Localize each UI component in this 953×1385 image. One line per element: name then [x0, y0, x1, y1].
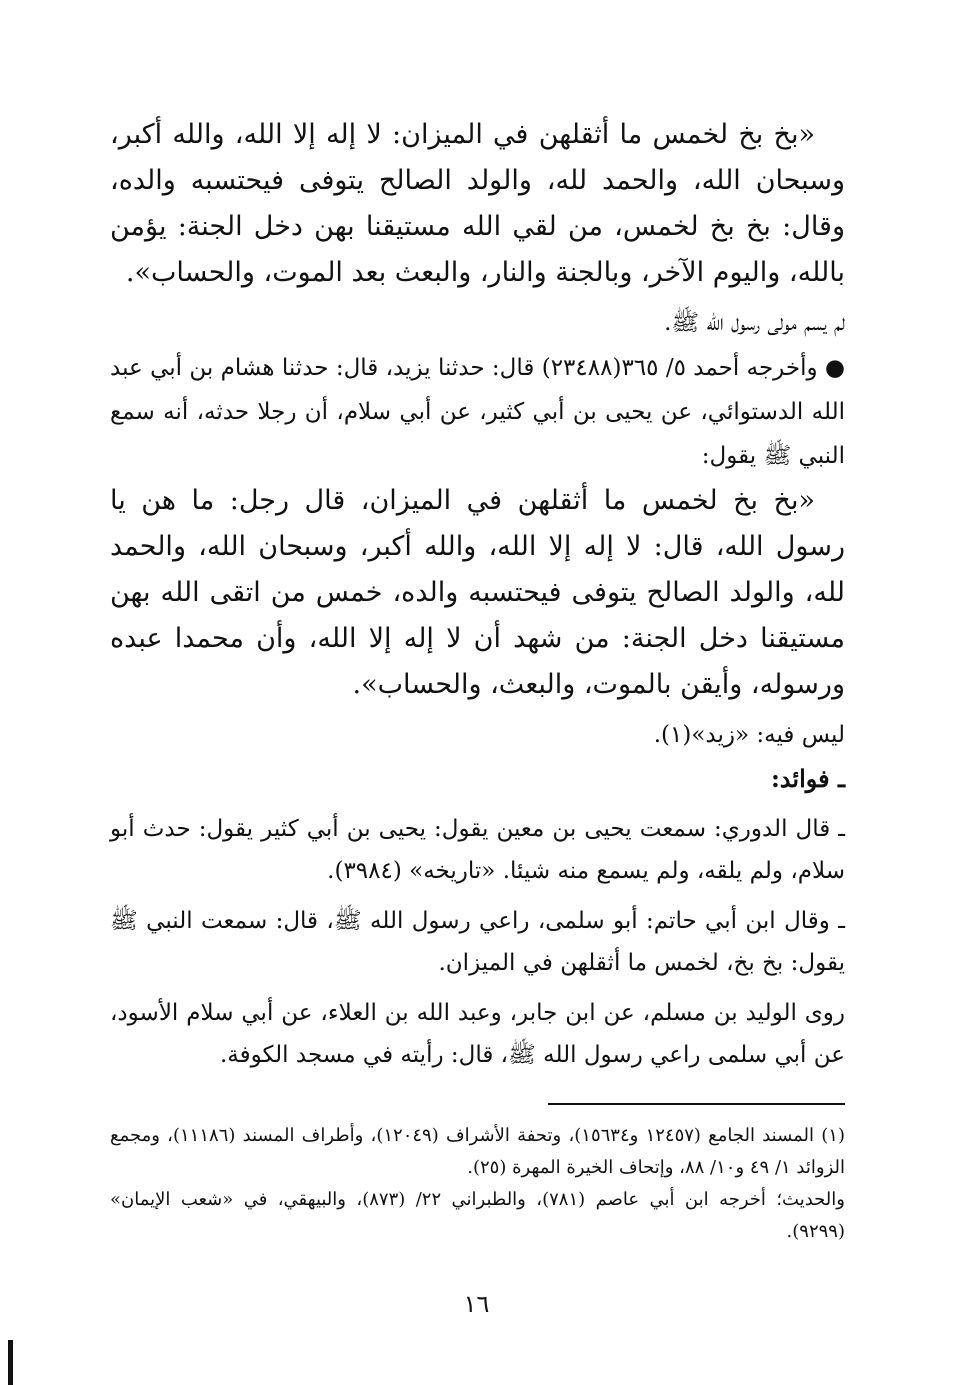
hadith-text-paragraph: «بخ بخ لخمس ما أثقلهن في الميزان: لا إله إلا الله، والله أكبر، وسبحان الله، والحمد لله، والولد الصالح يتوفى فيحتسبه والده، وقال: بخ بخ لخمس، من لقي الله مستيقنا بهن دخل الجنة: يؤمن بالله، واليوم الآخر، وبالجنة والنار، والبعث بعد الموت، والحساب».: [110, 119, 845, 288]
narrator-note: لم يسم مولى رسول الله ﷺ.: [664, 310, 845, 336]
benefits-heading: ـ فوائد:: [770, 764, 845, 793]
footnote-divider: [548, 1103, 845, 1105]
benefit-paragraph-2: ـ وقال ابن أبي حاتم: أبو سلمى، راعي رسول الله ﷺ، قال: سمعت النبي ﷺ يقول: بخ بخ، لخمس ما أثقلهن في الميزان.: [110, 908, 845, 976]
binding-edge-mark: [8, 1340, 13, 1385]
benefit-paragraph-3: روى الوليد بن مسلم، عن ابن جابر، وعبد الله بن العلاء، عن أبي سلام الأسود، عن أبي سلمى راعي رسول الله ﷺ، قال: رأيته في مسجد الكوفة.: [110, 1000, 845, 1068]
footnote-1: (١) المسند الجامع (١٢٤٥٧ و١٥٦٣٤)، وتحفة الأشراف (١٢٠٤٩)، وأطراف المسند (١١١٨٦)، ومجمع الزوائد ١/ ٤٩ و١٠/ ٨٨، وإتحاف الخيرة المهرة (٢٥).: [110, 1125, 845, 1178]
hadith-text-paragraph-2: «بخ بخ لخمس ما أثقلهن في الميزان، قال رجل: ما هن يا رسول الله، قال: لا إله إلا الله، والله أكبر، وسبحان الله، والحمد لله، والولد الصالح يتوفى فيحتسبه والده، خمس من اتقى الله بهن مستيقنا دخل الجنة: من شهد أن لا إله إلا الله، وأن محمدا عبده ورسوله، وأيقن بالموت، والبعث، والحساب».: [110, 485, 845, 700]
footnote-2: والحديث؛ أخرجه ابن أبي عاصم (٧٨١)، والطبراني ٢٢/ (٨٧٣)، والبيهقي، في «شعب الإيمان» (٩٢٩٩).: [110, 1189, 845, 1242]
isnad-paragraph: ● وأخرجه أحمد ٥/ ٣٦٥(٢٣٤٨٨) قال: حدثنا يزيد، قال: حدثنا هشام بن أبي عبد الله الدستوائي، عن يحيى بن أبي كثير، عن أبي سلام، أن رجلا حدثه، أنه سمع النبي ﷺ يقول:: [110, 355, 846, 469]
main-text: [110, 112, 845, 1076]
footnotes: [110, 1120, 845, 1248]
footnote-reference-note: ليس فيه: «زيد»(١).: [653, 722, 845, 748]
benefit-paragraph-1: ـ قال الدوري: سمعت يحيى بن معين يقول: يحيى بن أبي كثير يقول: حدث أبو سلام، ولم يلقه، ولم يسمع منه شيئا. «تاريخه» (٣٩٨٤).: [110, 816, 845, 884]
page-number: ١٦: [463, 1290, 490, 1318]
